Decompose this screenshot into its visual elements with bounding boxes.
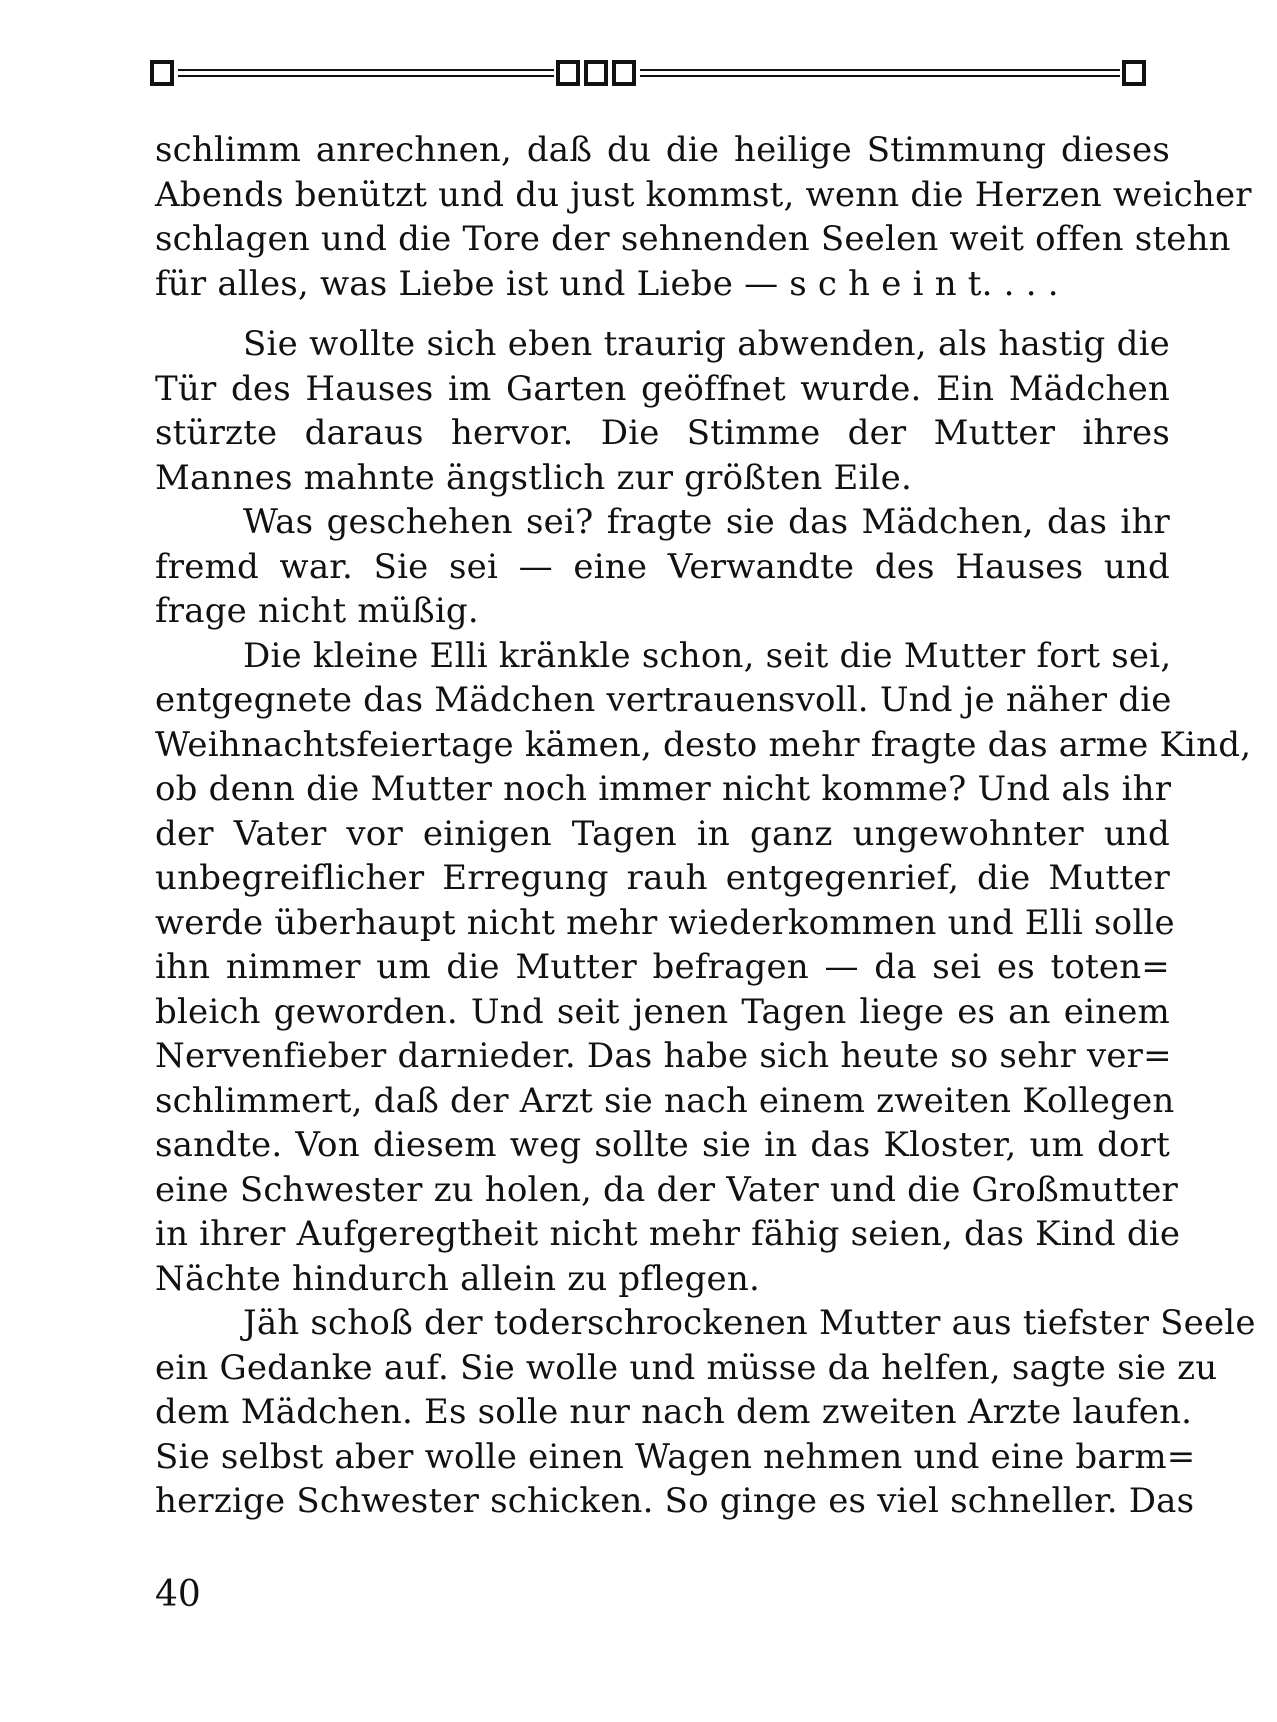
text-line: herzige Schwester schicken. So ginge es viel schneller. Das	[155, 1481, 1195, 1521]
text-line: werde überhaupt nicht mehr wiederkommen und Elli solle	[155, 902, 1175, 943]
text-line: ein Gedanke auf. Sie wolle und müsse da helfen, sagte sie zu	[155, 1347, 1218, 1388]
paragraph-2	[155, 322, 1170, 500]
text-line: sandte. Von diesem weg sollte sie in das Kloster, um dort	[155, 1125, 1170, 1165]
paragraph-1	[155, 128, 1252, 306]
text-line: schlimm anrechnen, daß du die heilige Stimmung dieses	[155, 130, 1170, 170]
text-line: Jäh schoß der toderschrockenen Mutter aus tiefster Seele	[243, 1303, 1256, 1343]
text-line: bleich geworden. Und seit jenen Tagen liege es an einem	[155, 991, 1170, 1032]
text-line: Die kleine Elli kränkle schon, seit die Mutter fort sei,	[243, 635, 1172, 676]
paragraph-5	[155, 1301, 1256, 1524]
text-line: unbegreiflicher Erregung rauh entgegenrief, die Mutter	[155, 858, 1170, 898]
text-line: eine Schwester zu holen, da der Vater und die Großmutter	[155, 1169, 1178, 1210]
text-line: Tür des Hauses im Garten geöffnet wurde. Ein Mädchen	[155, 368, 1170, 409]
text-line: Weihnachtsfeiertage kämen, desto mehr fragte das arme Kind,	[155, 724, 1252, 765]
text-line: für alles, was Liebe ist und Liebe — s c h e i n t. . . .	[155, 263, 1059, 304]
text-line: frage nicht müßig.	[155, 591, 479, 631]
text-line: ob denn die Mutter noch immer nicht komme? Und als ihr	[155, 769, 1172, 809]
body-text	[155, 128, 1256, 1524]
text-line: fremd war. Sie sei — eine Verwandte des Hauses und	[155, 546, 1170, 587]
header-ornament	[150, 58, 1148, 98]
text-line: Nächte hindurch allein zu pflegen.	[155, 1258, 760, 1299]
text-line: Sie wollte sich eben traurig abwenden, als hastig die	[243, 324, 1170, 364]
text-line: Sie selbst aber wolle einen Wagen nehmen und eine barm=	[155, 1436, 1196, 1477]
text-line: Mannes mahnte ängstlich zur größten Eile.	[155, 457, 912, 498]
text-line: schlimmert, daß der Arzt sie nach einem zweiten Kollegen	[155, 1080, 1175, 1121]
text-line: stürzte daraus hervor. Die Stimme der Mutter ihres	[155, 413, 1170, 453]
text-line: entgegnete das Mädchen vertrauensvoll. Und je näher die	[155, 680, 1172, 720]
text-line: Nervenfieber darnieder. Das habe sich heute so sehr ver=	[155, 1036, 1172, 1076]
paragraph-3	[155, 500, 1170, 634]
text-line: Abends benützt und du just kommst, wenn die Herzen weicher	[155, 174, 1252, 215]
text-line: ihn nimmer um die Mutter befragen — da sei es toten=	[155, 947, 1170, 987]
text-line: Was geschehen sei? fragte sie das Mädchen, das ihr	[243, 502, 1170, 542]
box-line-ornament-icon	[150, 58, 1148, 98]
text-line: der Vater vor einigen Tagen in ganz ungewohnter und	[155, 813, 1170, 854]
text-line: dem Mädchen. Es solle nur nach dem zweiten Arzte laufen.	[155, 1392, 1193, 1432]
text-line: schlagen und die Tore der sehnenden Seelen weit offen stehn	[155, 219, 1231, 259]
page-number: 40	[155, 1574, 201, 1615]
paragraph-4	[155, 634, 1252, 1302]
text-line: in ihrer Aufgeregtheit nicht mehr fähig seien, das Kind die	[155, 1214, 1181, 1254]
